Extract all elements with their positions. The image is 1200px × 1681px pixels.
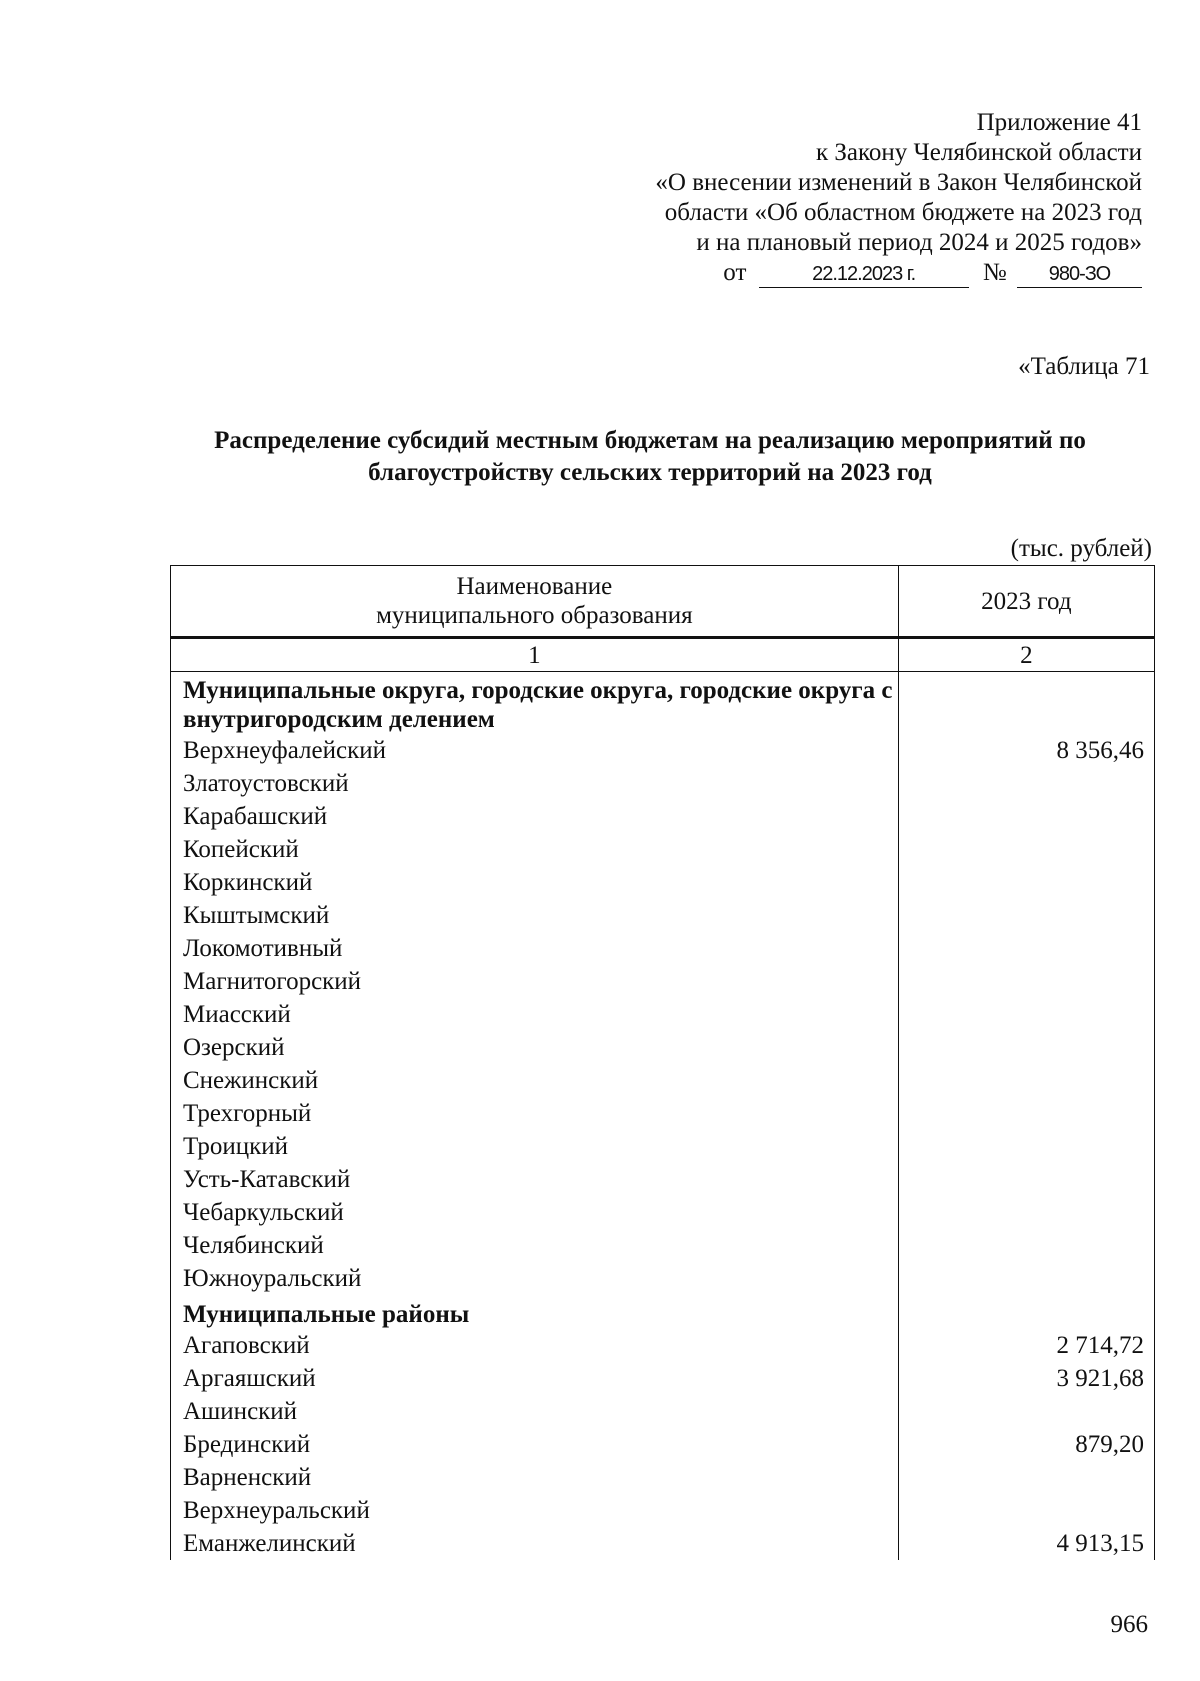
header-line: «О внесении изменений в Закон Челябинской xyxy=(655,169,1142,196)
header-line: Приложение 41 xyxy=(976,109,1142,136)
table-row xyxy=(171,1329,1155,1362)
municipality-name: Ашинский xyxy=(171,1395,899,1428)
section-header-row xyxy=(171,672,1155,735)
date-prefix: от xyxy=(723,259,747,286)
table-row xyxy=(171,965,1155,998)
table-row xyxy=(171,1428,1155,1461)
subsidy-value: 8 356,46 xyxy=(898,734,1154,767)
municipality-name: Озерский xyxy=(171,1031,899,1064)
subsidy-value xyxy=(898,833,1154,866)
column-number-row xyxy=(171,638,1155,672)
subsidy-table-container xyxy=(170,565,1155,1560)
municipality-name: Челябинский xyxy=(171,1229,899,1262)
municipality-name: Кыштымский xyxy=(171,899,899,932)
section-title-rayons: Муниципальные районы xyxy=(171,1295,899,1329)
table-row xyxy=(171,833,1155,866)
table-row xyxy=(171,1130,1155,1163)
subsidy-value xyxy=(898,932,1154,965)
subsidy-value: 2 714,72 xyxy=(898,1329,1154,1362)
subsidy-value xyxy=(898,1229,1154,1262)
municipality-name: Трехгорный xyxy=(171,1097,899,1130)
subsidy-value xyxy=(898,1262,1154,1295)
municipality-name: Агаповский xyxy=(171,1329,899,1362)
subsidy-value xyxy=(898,800,1154,833)
table-row xyxy=(171,1362,1155,1395)
subsidy-value xyxy=(898,1130,1154,1163)
municipality-name: Еманжелинский xyxy=(171,1527,899,1560)
table-row xyxy=(171,1461,1155,1494)
table-row xyxy=(171,1196,1155,1229)
column-header-municipality: Наименование муниципального образования xyxy=(171,566,899,638)
number-prefix: № xyxy=(982,259,1007,286)
municipality-name: Троицкий xyxy=(171,1130,899,1163)
table-reference: «Таблица 71 xyxy=(1018,353,1150,380)
table-row xyxy=(171,1395,1155,1428)
subsidy-value: 3 921,68 xyxy=(898,1362,1154,1395)
law-date-number xyxy=(582,258,1142,288)
subsidy-value xyxy=(898,1031,1154,1064)
table-row xyxy=(171,1064,1155,1097)
subsidy-value xyxy=(898,1163,1154,1196)
table-row xyxy=(171,1229,1155,1262)
subsidy-value xyxy=(898,767,1154,800)
table-row xyxy=(171,1494,1155,1527)
appendix-header xyxy=(582,108,1142,288)
subsidy-value xyxy=(898,998,1154,1031)
table-row xyxy=(171,1527,1155,1560)
municipality-name: Аргаяшский xyxy=(171,1362,899,1395)
law-number: 980-ЗО xyxy=(1017,261,1142,288)
subsidy-value xyxy=(898,1461,1154,1494)
subsidy-value xyxy=(898,1196,1154,1229)
municipality-name: Чебаркульский xyxy=(171,1196,899,1229)
municipality-name: Верхнеуральский xyxy=(171,1494,899,1527)
subsidy-value: 879,20 xyxy=(898,1428,1154,1461)
table-row xyxy=(171,866,1155,899)
subsidy-value xyxy=(898,965,1154,998)
subsidy-value xyxy=(898,1097,1154,1130)
table-row xyxy=(171,899,1155,932)
law-date: 22.12.2023 г. xyxy=(759,261,969,288)
column-number-2: 2 xyxy=(898,638,1154,672)
table-row xyxy=(171,1097,1155,1130)
table-row xyxy=(171,1262,1155,1295)
column-header-year: 2023 год xyxy=(898,566,1154,638)
table-header-row xyxy=(171,566,1155,638)
section-header-row xyxy=(171,1295,1155,1329)
subsidy-value xyxy=(898,1064,1154,1097)
table-row xyxy=(171,767,1155,800)
municipality-name: Брединский xyxy=(171,1428,899,1461)
subsidy-table xyxy=(170,565,1155,1560)
municipality-name: Верхнеуфалейский xyxy=(171,734,899,767)
table-row xyxy=(171,1031,1155,1064)
subsidy-value xyxy=(898,866,1154,899)
municipality-name: Южноуральский xyxy=(171,1262,899,1295)
table-row xyxy=(171,734,1155,767)
municipality-name: Карабашский xyxy=(171,800,899,833)
table-body xyxy=(171,672,1155,1561)
municipality-name: Магнитогорский xyxy=(171,965,899,998)
municipality-name: Локомотивный xyxy=(171,932,899,965)
municipality-name: Копейский xyxy=(171,833,899,866)
unit-label: (тыс. рублей) xyxy=(1010,535,1152,562)
column-number-1: 1 xyxy=(171,638,899,672)
section-title-districts: Муниципальные округа, городские округа, городские округа с внутригородским делением xyxy=(171,672,899,735)
municipality-name: Миасский xyxy=(171,998,899,1031)
header-line: и на плановый период 2024 и 2025 годов» xyxy=(696,229,1142,256)
document-title: Распределение субсидий местным бюджетам на реализацию мероприятий по благоустройству сельских территорий на 2023 год xyxy=(214,427,1086,486)
header-line: области «Об областном бюджете на 2023 год xyxy=(664,199,1142,226)
header-line: к Закону Челябинской области xyxy=(816,139,1142,166)
subsidy-value: 4 913,15 xyxy=(898,1527,1154,1560)
table-row xyxy=(171,1163,1155,1196)
municipality-name: Златоустовский xyxy=(171,767,899,800)
table-row xyxy=(171,932,1155,965)
municipality-name: Варненский xyxy=(171,1461,899,1494)
municipality-name: Снежинский xyxy=(171,1064,899,1097)
page-number: 966 xyxy=(1110,1611,1148,1638)
municipality-name: Усть-Катавский xyxy=(171,1163,899,1196)
table-row xyxy=(171,800,1155,833)
subsidy-value xyxy=(898,1494,1154,1527)
municipality-name: Коркинский xyxy=(171,866,899,899)
subsidy-value xyxy=(898,899,1154,932)
table-row xyxy=(171,998,1155,1031)
subsidy-value xyxy=(898,1395,1154,1428)
